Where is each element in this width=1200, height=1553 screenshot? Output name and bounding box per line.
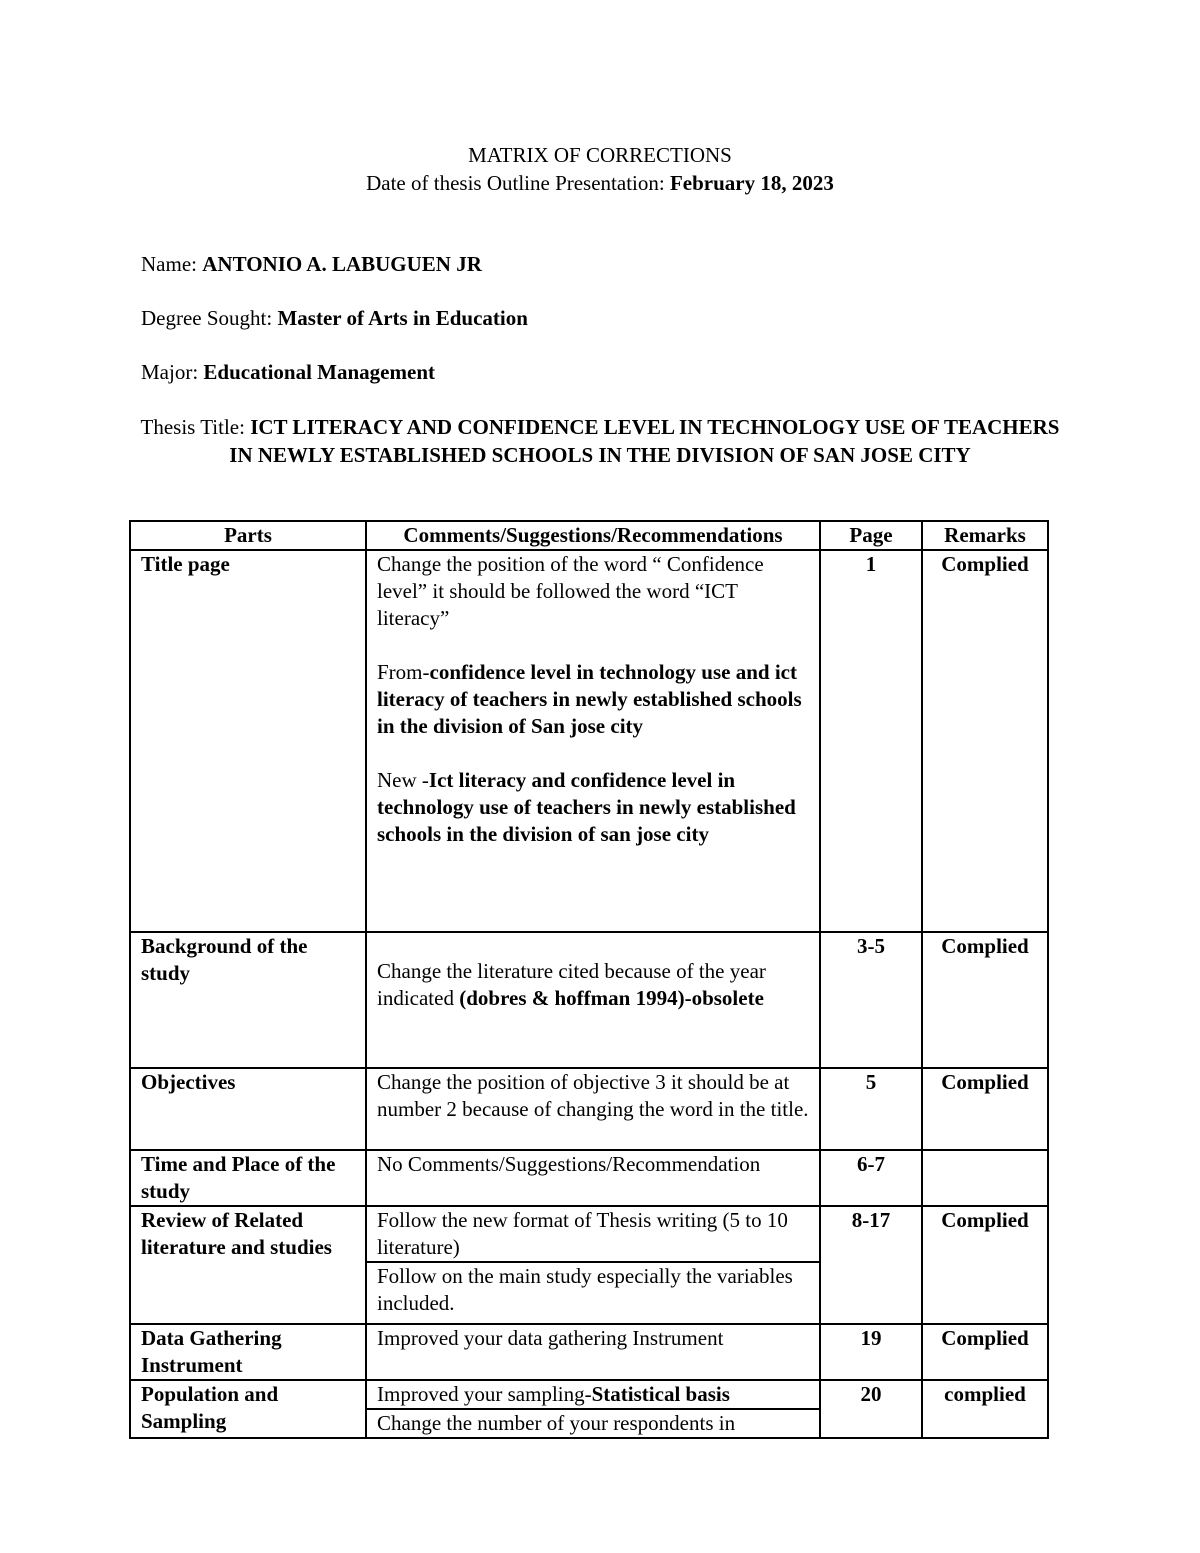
corrections-table (129, 520, 1049, 1439)
table-row (130, 1380, 1048, 1409)
part-cell: Time and Place of the study (130, 1150, 366, 1206)
table-row (130, 1324, 1048, 1380)
date-label: Date of thesis Outline Presentation: (366, 171, 670, 195)
thesis-title-field (130, 413, 1070, 469)
comment-text: Change the literature cited because of the year indicated (377, 959, 766, 1010)
part-cell: Title page (130, 550, 366, 932)
degree-label: Degree Sought: (141, 306, 278, 330)
comment-cell: Improved your data gathering Instrument (366, 1324, 820, 1380)
presentation-date-line (0, 171, 1200, 196)
part-cell: Objectives (130, 1068, 366, 1150)
table-row (130, 1150, 1048, 1206)
name-field (141, 252, 482, 277)
page-cell: 20 (820, 1380, 922, 1438)
remarks-cell: Complied (922, 550, 1048, 932)
major-value: Educational Management (203, 360, 435, 384)
table-row (130, 550, 1048, 932)
header-comments: Comments/Suggestions/Recommendations (366, 521, 820, 550)
comment-bold: (dobres & hoffman 1994)-obsolete (459, 986, 764, 1010)
comment-cell (366, 932, 820, 1068)
name-value: ANTONIO A. LABUGUEN JR (202, 252, 482, 276)
comment-cell: Change the number of your respondents in (366, 1409, 820, 1438)
page-cell: 3-5 (820, 932, 922, 1068)
part-cell: Population and Sampling (130, 1380, 366, 1438)
thesis-label: Thesis Title: (140, 415, 251, 439)
thesis-value: ICT LITERACY AND CONFIDENCE LEVEL IN TECHNOLOGY USE OF TEACHERS IN NEWLY ESTABLISHED SCHOOLS IN THE DIVISION OF SAN JOSE CITY (229, 415, 1060, 467)
from-text: confidence level in technology use and ict literacy of teachers in newly established schools in the division of San jose city (377, 660, 802, 738)
comment-bold: Statistical basis (591, 1382, 730, 1406)
page-cell: 6-7 (820, 1150, 922, 1206)
header-remarks: Remarks (922, 521, 1048, 550)
remarks-cell: Complied (922, 1206, 1048, 1324)
comment-cell (366, 550, 820, 932)
major-field (141, 360, 435, 385)
major-label: Major: (141, 360, 204, 384)
name-label: Name: (141, 252, 203, 276)
comment-text: Improved your sampling- (377, 1382, 592, 1406)
date-value: February 18, 2023 (669, 171, 834, 195)
remarks-cell: Complied (922, 1068, 1048, 1150)
comment-text: Change the position of the word “ Confidence level” it should be followed the word “ICT literacy” (377, 552, 764, 630)
table-row (130, 932, 1048, 1068)
page-cell: 5 (820, 1068, 922, 1150)
remarks-cell: Complied (922, 932, 1048, 1068)
remarks-cell: Complied (922, 1324, 1048, 1380)
remarks-cell (922, 1150, 1048, 1206)
comment-cell: Follow the new format of Thesis writing (5 to 10 literature) (366, 1206, 820, 1262)
table-row (130, 1068, 1048, 1150)
part-cell: Background of the study (130, 932, 366, 1068)
page-cell: 1 (820, 550, 922, 932)
part-cell: Data Gathering Instrument (130, 1324, 366, 1380)
comment-cell: Follow on the main study especially the variables included. (366, 1262, 820, 1324)
remarks-cell: complied (922, 1380, 1048, 1438)
page-cell: 8-17 (820, 1206, 922, 1324)
table-header-row (130, 521, 1048, 550)
degree-value: Master of Arts in Education (277, 306, 528, 330)
document-title: MATRIX OF CORRECTIONS (468, 143, 732, 167)
header-page: Page (820, 521, 922, 550)
part-cell: Review of Related literature and studies (130, 1206, 366, 1324)
new-label: New - (377, 768, 429, 792)
comment-cell: No Comments/Suggestions/Recommendation (366, 1150, 820, 1206)
comment-cell (366, 1380, 820, 1409)
degree-field (141, 306, 528, 331)
header-parts: Parts (130, 521, 366, 550)
table-row (130, 1206, 1048, 1262)
new-text: Ict literacy and confidence level in technology use of teachers in newly established schools in the division of san jose city (377, 768, 796, 846)
page-cell: 19 (820, 1324, 922, 1380)
from-label: From- (377, 660, 430, 684)
comment-cell: Change the position of objective 3 it should be at number 2 because of changing the word in the title. (366, 1068, 820, 1150)
